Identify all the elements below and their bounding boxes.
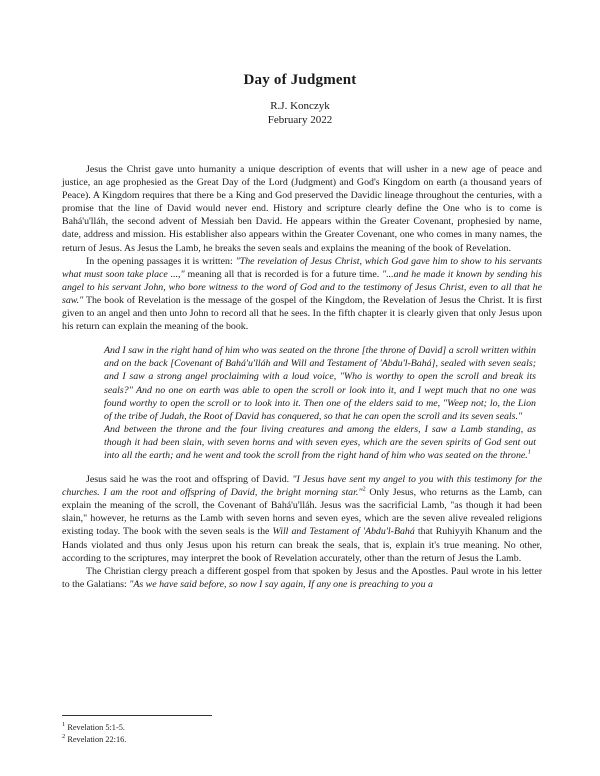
paragraph-4 [62,565,542,591]
footnote-1-number: 1 [62,721,66,729]
block-quote-para-2-text: And between the throne and the four living creatures and among the elders, I saw a Lamb standing, as though it had been slain, with seven horns and with seven eyes, which are the seven spirits of God sent out into all the earth; and he went and took the scroll from the right hand of him who was seated on the throne. [104,423,536,461]
p2-quote-2: "...and he made it known by sending his angel to his servant John, who bore witness to the word of God and to the testimony of Jesus Christ, even to all that he saw." [62,268,543,306]
p3-quote: "I Jesus have sent my angel to you with this testimony for the churches. I am the root and offspring of David, the bright morning star." [62,474,543,499]
byline [0,99,600,127]
footnote-2-number: 2 [62,732,66,740]
p2-mid: meaning all that is recorded is for a future time. [184,268,383,280]
footnote-1-text: Revelation 5:1-5. [67,723,125,732]
block-quote-para-1: And I saw in the right hand of him who was seated on the throne [the throne of David] a scroll written within and on the back [Covenant of Bahá'u'lláh and Will and Testament of 'Abdu'l-Bahá], sealed with seven seals; and I saw a strong angel proclaiming with a loud voice, "Who is worthy to open the scroll and break its seals?" And no one on earth was able to open the scroll or look into it, and I wept much that no one was found worthy to open the scroll or to look into it. Then one of the elders said to me, "Weep not; lo, the Lion of the tribe of Judah, the Root of David has conquered, so that he can open the scroll and its seven seals." [104,345,536,422]
author: R.J. Konczyk [270,100,330,112]
block-quote [104,344,536,462]
footnote-ref-1[interactable]: 1 [527,448,532,456]
date: February 2022 [267,114,333,126]
paragraph-3 [62,473,542,565]
p3-tail: that Ruhiyyih Khanum and the Hands violated and thus only Jesus upon his return can break the seals, that is, explain it's true meaning. No other, according to the scriptures, may interpret the book of Revelation accurately, other than the return of Jesus the Lamb. [62,526,542,564]
page-title: Day of Judgment [243,72,357,88]
p3-book-title: Will and Testament of 'Abdu'l-Bahá [272,526,415,538]
p4-quote: "As we have said before, so now I say again, If any one is preaching to you a [129,578,433,590]
footnote-1 [62,722,126,734]
footnote-2-text: Revelation 22:16. [67,734,127,744]
block-quote-para-2 [104,423,536,462]
p2-quote-1: "The revelation of Jesus Christ, which God gave him to show to his servants what must soon take place ...," [62,255,542,280]
footnote-ref-2[interactable]: 2 [362,485,366,493]
footnotes [62,722,126,745]
p4-lead: The Christian clergy preach a different gospel from that spoken by Jesus and the Apostles. Paul wrote in his letter to the Galatians: [62,565,542,590]
p3-lead: Jesus said he was the root and offspring of David. [86,474,293,486]
paragraph-1: Jesus the Christ gave unto humanity a unique description of events that will usher in a new age of peace and justice, an age prophesied as the Great Day of the Lord (Judgment) and God's Kingdom on earth (a thousand years of Peace). A Kingdom requires that there be a King and God preserved the Davidic lineage throughout the centuries, with a promise that the line of David would never end. History and scripture clearly define the One who is to come is Bahá'u'lláh, the second advent of Messiah ben David. He appears within the Greater Covenant, prophesied by name, date, address and mission. His establisher also appears within the Greater Covenant, one who comes in many names, the return of Jesus. As Jesus the Lamb, he breaks the seven seals and explains the meaning of the book of Revelation. [62,164,542,254]
footnote-2 [62,734,126,746]
p2-lead: In the opening passages it is written: [86,255,236,267]
p2-tail: The book of Revelation is the message of the gospel of the Kingdom, the Revelation of Jesus the Christ. It is first given to an angel and then unto John to record all that he sees. In the fifth chapter it is clearly given that only Jesus upon his return can explain the meaning of the book. [62,294,542,333]
paragraph-2 [62,255,542,334]
body-text [62,163,542,591]
footnote-divider [62,715,212,716]
p3-mid: Only Jesus, who returns as the Lamb, can explain the meaning of the scroll, the Covenant of Bahá'u'lláh. Jesus was the sacrificial Lamb, "as though it had been slain," however, he returns as the Lamb with seven horns and seven eyes, which are the seven alive revealed religions existing today. The book with the seven seals is the [62,487,542,538]
